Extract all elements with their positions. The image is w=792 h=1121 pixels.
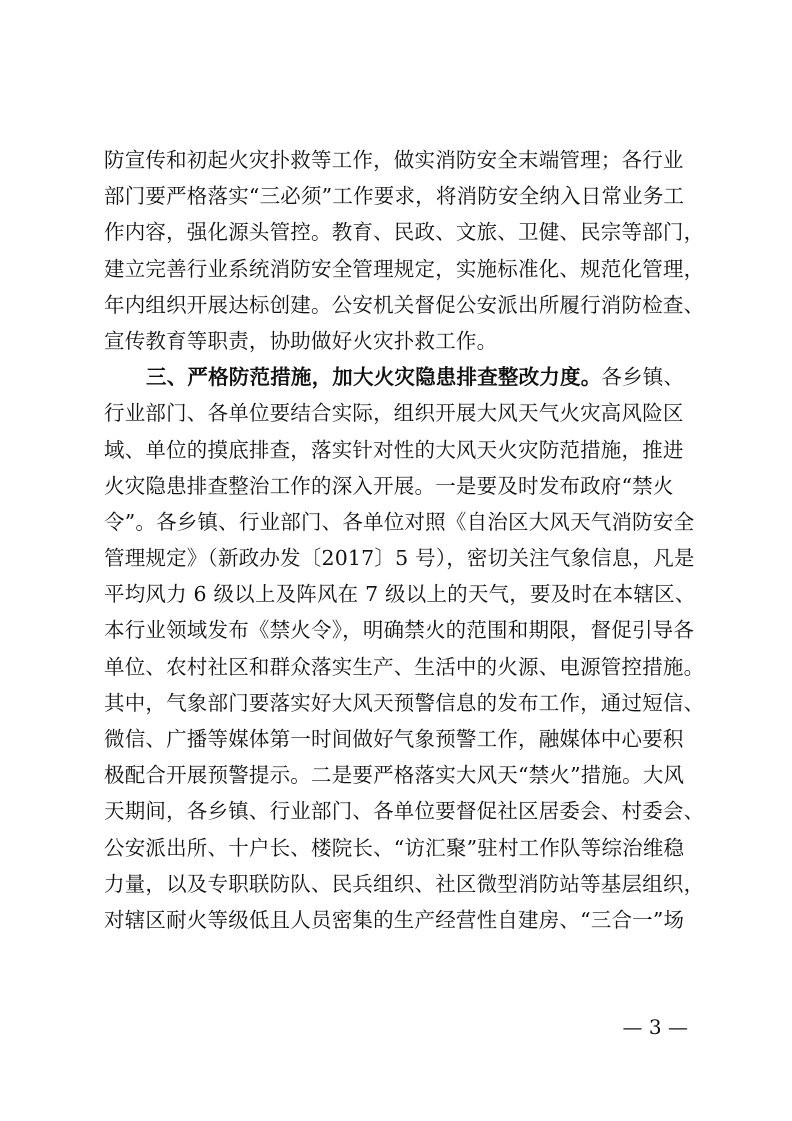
- text-line: 极配合开展预警提示。二是要严格落实大风天“禁火”措施。大风: [104, 763, 685, 788]
- body-text: [104, 142, 705, 938]
- text-line: 平均风力 6 级以上及阵风在 7 级以上的天气，要及时在本辖区、: [104, 582, 696, 607]
- text-run: 各乡镇、: [601, 365, 685, 390]
- text-line: 行业部门、各单位要结合实际，组织开展大风天气火灾高风险区: [104, 401, 684, 426]
- page-number: — 3 —: [622, 1015, 688, 1039]
- text-line: 单位、农村社区和群众落实生产、生活中的火源、电源管控措施。: [104, 654, 705, 679]
- section-heading: 三、严格防范措施，加大火灾隐患排查整改力度。: [146, 365, 602, 390]
- text-line: 对辖区耐火等级低且人员密集的生产经营性自建房、“三合一”场: [104, 907, 685, 932]
- section-heading-line: [104, 359, 692, 395]
- text-line: 公安派出所、十户长、楼院长、“访汇聚”驻村工作队等综治维稳: [104, 835, 685, 860]
- text-line: 其中，气象部门要落实好大风天预警信息的发布工作，通过短信、: [104, 690, 705, 715]
- text-line: 火灾隐患排查整治工作的深入开展。一是要及时发布政府“禁火: [104, 473, 674, 498]
- text-line: 部门要严格落实“三必须”工作要求，将消防安全纳入日常业务工: [104, 184, 685, 209]
- text-line: 宣传教育等职责，协助做好火灾扑救工作。: [104, 328, 498, 353]
- text-line: 本行业领域发布《禁火令》，明确禁火的范围和期限，督促引导各: [104, 618, 695, 643]
- text-line: 微信、广播等媒体第一时间做好气象预警工作，融媒体中心要积: [104, 727, 684, 751]
- text-line: 防宣传和初起火灾扑救等工作，做实消防安全末端管理；各行业: [104, 148, 684, 172]
- text-line: 作内容，强化源头管控。教育、民政、文旅、卫健、民宗等部门，: [104, 220, 705, 245]
- text-line: 管理规定》（新政办发〔2017〕5 号），密切关注气象信息，凡是: [104, 546, 695, 571]
- text-line: 令”。各乡镇、行业部门、各单位对照《自治区大风天气消防安全: [104, 509, 695, 534]
- text-line: 域、单位的摸底排查，落实针对性的大风天火灾防范措施，推进: [104, 437, 684, 462]
- text-line: 建立完善行业系统消防安全管理规定，实施标准化、规范化管理，: [104, 256, 705, 281]
- text-line: 力量，以及专职联防队、民兵组织、社区微型消防站等基层组织，: [104, 871, 705, 896]
- text-line: 天期间，各乡镇、行业部门、各单位要督促社区居委会、村委会、: [104, 799, 705, 824]
- text-line: 年内组织开展达标创建。公安机关督促公安派出所履行消防检查、: [104, 292, 705, 317]
